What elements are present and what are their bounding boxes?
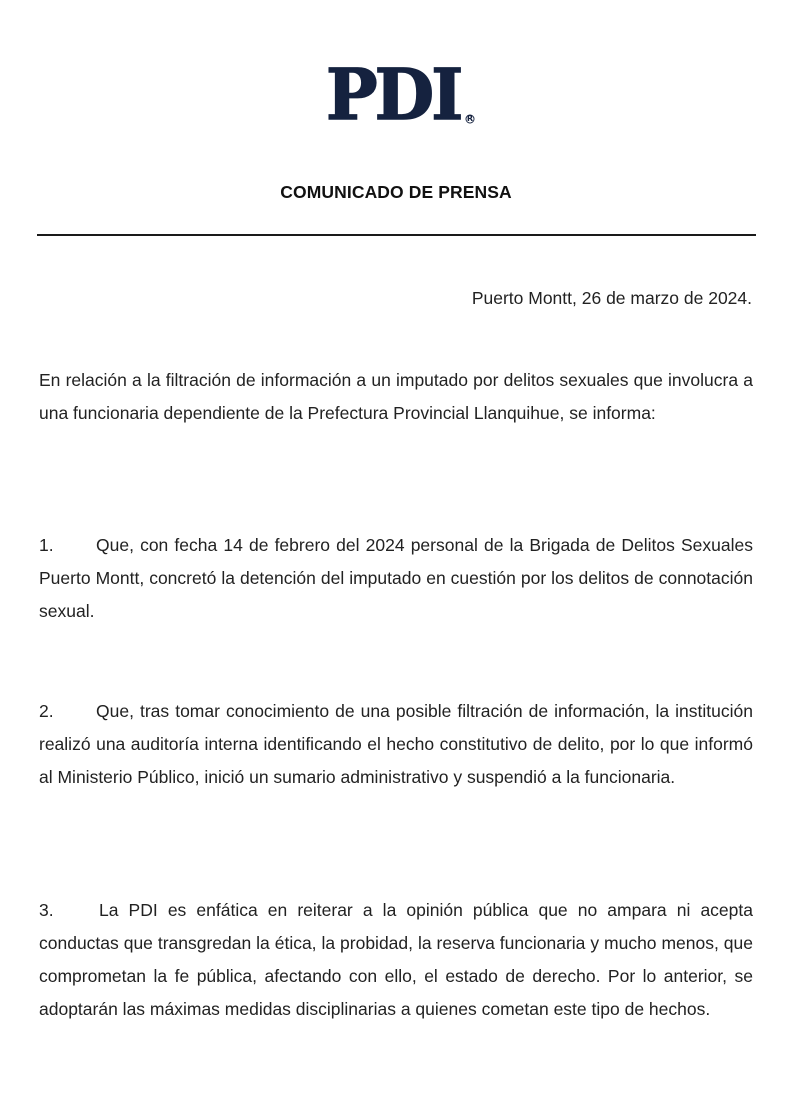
item-number: 1. xyxy=(39,535,54,555)
date-line: Puerto Montt, 26 de marzo de 2024. xyxy=(471,288,752,308)
numbered-item-2 xyxy=(39,695,753,794)
intro-paragraph: En relación a la filtración de información a un imputado por delitos sexuales que involucra a una funcionaria dependiente de la Prefectura Provincial Llanquihue, se informa: xyxy=(39,370,753,423)
item-text: Que, con fecha 14 de febrero del 2024 personal de la Brigada de Delitos Sexuales Puerto Montt, concretó la detención del imputado en cuestión por los delitos de connotación sexual. xyxy=(39,535,753,621)
item-text: Que, tras tomar conocimiento de una posible filtración de información, la institución realizó una auditoría interna identificando el hecho constitutivo de delito, por lo que informó al Ministerio Público, inició un sumario administrativo y suspendió a la funcionaria. xyxy=(39,701,753,787)
header-divider xyxy=(37,234,756,236)
logo-wordmark: PDI xyxy=(326,53,461,136)
item-number: 3. xyxy=(39,900,54,920)
pdi-logo xyxy=(326,53,475,136)
numbered-item-3 xyxy=(39,894,753,1026)
document-title: COMUNICADO DE PRENSA xyxy=(280,182,512,202)
item-number: 2. xyxy=(39,701,54,721)
numbered-item-1 xyxy=(39,529,753,628)
item-text: La PDI es enfática en reiterar a la opinión pública que no ampara ni acepta conductas que transgredan la ética, la probidad, la reserva funcionaria y mucho menos, que comprometan la fe pública, afectando con ello, el estado de derecho. Por lo anterior, se adoptarán las máximas medidas disciplinarias a quienes cometan este tipo de hechos. xyxy=(39,900,753,1019)
registered-mark-icon: R xyxy=(466,114,474,124)
